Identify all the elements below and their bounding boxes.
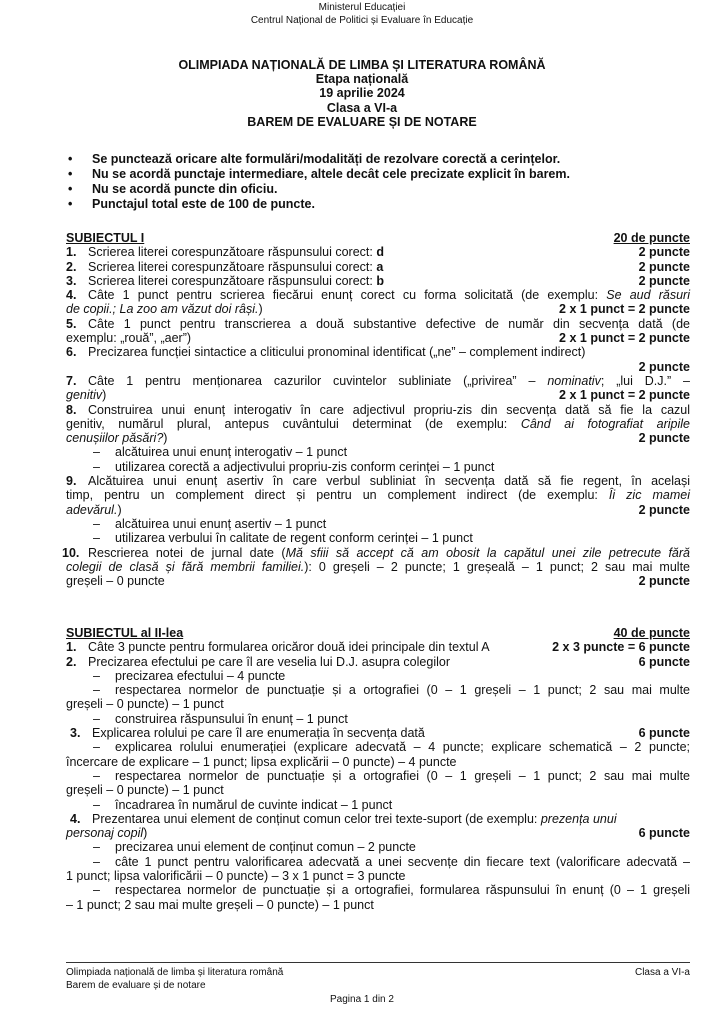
section-title: SUBIECTUL al II-lea <box>66 626 184 640</box>
line-text <box>66 460 690 474</box>
text-segment: nominativ <box>547 373 601 388</box>
section-subject-1 <box>62 231 690 589</box>
line-text <box>66 345 690 359</box>
dash-bullet: – <box>93 668 100 683</box>
line-text <box>66 640 544 654</box>
text-segment: greșeli – 0 puncte) – 1 punct <box>66 783 224 798</box>
points-score: 2 x 1 punct = 2 puncte <box>559 388 690 403</box>
text-segment: alcătuirea unui enunț asertiv – 1 punct <box>115 516 327 531</box>
line-text <box>66 898 690 912</box>
continuation-line <box>66 826 690 840</box>
text-segment: greșeli – 0 puncte <box>66 574 165 589</box>
item-number: 2. <box>66 259 77 274</box>
line-text <box>66 331 551 345</box>
item-number: 3. <box>70 726 81 741</box>
page-number: Pagina 1 din 2 <box>330 994 394 1005</box>
text-segment: ; „lui D.J.” – <box>600 373 690 388</box>
text-segment: Precizarea funcției sintactice a cliticului pronominal identificat („ne” – complement indirect) <box>88 345 586 360</box>
line-text <box>66 812 690 826</box>
text-segment: 1 punct; lipsa valorificării – 0 puncte) – 3 x 1 punct = 3 puncte <box>66 869 406 884</box>
dash-bullet: – <box>93 516 100 531</box>
document-title-block <box>0 58 724 129</box>
continuation-line <box>66 697 690 711</box>
text-segment: genitiv <box>66 388 103 403</box>
points-score: 2 puncte <box>638 259 690 274</box>
text-segment: personaj copil <box>66 826 144 841</box>
text-segment: ) <box>258 302 263 317</box>
text-segment: Se aud răsuri <box>606 288 690 303</box>
text-segment: utilizarea corectă a adjectivului propriu-zis conform cerinței – 1 punct <box>115 459 495 474</box>
continuation-line <box>66 417 690 431</box>
line-text <box>66 769 690 783</box>
rule-item: • Se punctează oricare alte formulări/modalități de rezolvare corectă a cerințelor. <box>66 152 686 167</box>
dash-bullet: – <box>93 445 100 460</box>
continuation-line <box>66 560 690 574</box>
text-segment: câte 1 punct pentru valorificarea adecvată a unei secvențe din fiecare text (valorificare adecvată – <box>115 854 690 869</box>
continuation-line <box>66 488 690 502</box>
text-segment: precizarea unui element de conținut comun – 2 puncte <box>115 840 416 855</box>
text-segment: ) <box>163 431 168 446</box>
criterion-line <box>66 403 690 417</box>
text-segment: precizarea efectului – 4 puncte <box>115 668 286 683</box>
text-segment: cenușiilor păsări? <box>66 431 164 446</box>
text-segment: utilizarea verbului în calitate de regent conform cerinței – 1 punct <box>115 531 473 546</box>
line-text <box>66 826 631 840</box>
line-text <box>66 317 690 331</box>
line-text <box>66 755 690 769</box>
points-score: 2 puncte <box>638 359 690 374</box>
line-text <box>66 798 690 812</box>
line-text <box>66 669 690 683</box>
text-segment: explicarea rolului enumerației (explicare adecvată – 4 puncte; explicare schematică – 2 puncte; <box>115 740 690 755</box>
line-text <box>66 245 631 259</box>
text-segment: Câte 1 punct pentru scrierea fiecărui enunț corect cu forma solicitată (de exemplu: <box>88 288 607 303</box>
criterion-line <box>66 245 690 259</box>
text-segment: Scrierea literei corespunzătoare răspunsului corect: <box>88 259 377 274</box>
text-segment: Precizarea efectului pe care îl are veselia lui D.J. asupra colegilor <box>88 654 450 669</box>
dash-bullet: – <box>93 797 100 812</box>
text-segment: Câte 3 puncte pentru formularea oricăror două idei principale din textul A <box>88 640 490 655</box>
stage: Etapa națională <box>315 72 409 87</box>
footer-olympiad: Olimpiada națională de limba și literatura română <box>66 967 284 978</box>
line-text <box>66 302 551 316</box>
sub-criterion-line <box>66 445 690 459</box>
continuation-line <box>66 431 690 445</box>
line-text <box>66 431 631 445</box>
text-segment: prezența unui <box>540 811 617 826</box>
criterion-line <box>66 474 690 488</box>
item-number: 1. <box>66 640 77 655</box>
text-segment: Rescrierea notei de jurnal date ( <box>88 545 286 560</box>
item-number: 8. <box>66 402 77 417</box>
text-segment: respectarea normelor de punctuație și a ortografiei, formularea răspunsului în enunț (0 – 1 greșeli <box>115 883 690 898</box>
date: 19 aprilie 2024 <box>319 86 405 101</box>
line-text <box>66 697 690 711</box>
line-text <box>66 260 631 274</box>
text-segment: Construirea unui enunț interogativ în care adjectivul propriu-zis din secvența dată să fie la cazul <box>88 402 690 417</box>
dash-bullet: – <box>93 531 100 546</box>
continuation-line <box>66 755 690 769</box>
points-score: 6 puncte <box>638 726 690 741</box>
line-text <box>66 740 690 754</box>
line-text <box>66 855 690 869</box>
points-score: 2 puncte <box>638 245 690 260</box>
section-points: 40 de puncte <box>613 626 690 640</box>
line-text <box>66 869 690 883</box>
points-score: 2 puncte <box>638 502 690 517</box>
text-segment: încercare de explicare – 1 punct; lipsa explicării – 0 puncte) – 4 puncte <box>66 754 457 769</box>
continuation-line <box>66 302 690 316</box>
section-title: SUBIECTUL I <box>66 231 145 245</box>
sub-criterion-line <box>66 769 690 783</box>
text-segment: Scrierea literei corespunzătoare răspunsului corect: <box>88 245 377 260</box>
sub-criterion-line <box>66 712 690 726</box>
footer-grade: Clasa a VI-a <box>634 967 690 978</box>
text-segment: Prezentarea unui element de conținut comun celor trei texte-suport (de exemplu: <box>92 811 541 826</box>
text-segment: ) <box>117 502 122 517</box>
olympiad-title: OLIMPIADA NAȚIONALĂ DE LIMBA ȘI LITERATURA ROMÂNĂ <box>178 58 546 72</box>
criterion-line <box>66 317 690 331</box>
criterion-line <box>62 545 690 560</box>
section-lines <box>62 245 690 589</box>
line-text <box>66 655 631 669</box>
item-number: 4. <box>70 811 81 826</box>
text-segment: Îi zic mamei <box>608 488 690 503</box>
dash-bullet: – <box>93 854 100 869</box>
line-text <box>66 403 690 417</box>
criterion-line <box>66 655 690 669</box>
ministry-name: Ministerul Educației <box>318 2 406 13</box>
sub-criterion-line <box>66 883 690 897</box>
line-text <box>66 560 690 574</box>
continuation-line <box>66 898 690 912</box>
text-segment: respectarea normelor de punctuație și a ortografiei (0 – 1 greșeli – 1 punct; 2 sau mai multe <box>115 683 690 698</box>
item-number: 6. <box>66 345 77 360</box>
sub-criterion-line <box>66 531 690 545</box>
sub-criterion-line <box>66 517 690 531</box>
text-segment: construirea răspunsului în enunț – 1 punct <box>115 711 348 726</box>
line-text <box>66 517 690 531</box>
line-text <box>66 474 690 488</box>
text-segment: a <box>376 259 384 274</box>
line-text <box>66 783 690 797</box>
criterion-line <box>66 345 690 359</box>
text-segment: alcătuirea unui enunț interogativ – 1 punct <box>115 445 348 460</box>
points-score: 2 x 1 punct = 2 puncte <box>559 302 690 317</box>
general-rules-list <box>66 152 686 212</box>
text-segment: Câte 1 pentru menționarea cazurilor cuvintelor subliniate („privirea” – <box>88 373 548 388</box>
sub-criterion-line <box>66 683 690 697</box>
item-number: 3. <box>66 273 77 288</box>
footer-scheme: Barem de evaluare și de notare <box>66 980 206 991</box>
section-points: 20 de puncte <box>613 231 690 245</box>
text-segment: ): 0 greșeli – 2 puncte; 1 greșeală – 1 punct; 2 sau mai multe <box>304 559 690 574</box>
continuation-line <box>66 574 690 588</box>
text-segment: timp, pentru un complement direct și pentru un complement indirect (de exemplu: <box>66 488 609 503</box>
points-score: 2 puncte <box>638 273 690 288</box>
line-text <box>66 726 631 740</box>
continuation-line <box>66 388 690 402</box>
item-number: 2. <box>66 654 77 669</box>
criterion-line <box>66 288 690 302</box>
sub-criterion-line <box>66 840 690 854</box>
text-segment: de copii.; La zoo am văzut doi râși. <box>66 302 259 317</box>
line-text <box>66 445 690 459</box>
dash-bullet: – <box>93 840 100 855</box>
document-footer <box>66 966 690 992</box>
line-text <box>62 545 690 560</box>
points-score: 2 puncte <box>638 574 690 589</box>
line-text <box>66 840 690 854</box>
footer-divider <box>66 962 690 963</box>
sub-criterion-line <box>66 798 690 812</box>
item-number: 9. <box>66 474 77 489</box>
text-segment: greșeli – 0 puncte) – 1 punct <box>66 697 224 712</box>
criterion-line <box>66 260 690 274</box>
points-score: 2 x 3 puncte = 6 puncte <box>552 640 690 655</box>
line-text <box>66 531 690 545</box>
item-number: 1. <box>66 245 77 260</box>
continuation-line <box>66 869 690 883</box>
criterion-line <box>66 640 690 654</box>
text-segment: Câte 1 punct pentru transcrierea a două substantive defective de număr din secvența dată (de <box>88 316 690 331</box>
document-header <box>0 1 724 27</box>
sub-criterion-line <box>66 460 690 474</box>
text-segment: – 1 punct; 2 sau mai multe greșeli – 0 puncte) – 1 punct <box>66 897 374 912</box>
item-number: 10. <box>62 545 80 560</box>
criterion-line <box>66 812 690 826</box>
text-segment: ) <box>102 388 107 403</box>
item-number: 5. <box>66 316 77 331</box>
criterion-line <box>66 274 690 288</box>
points-score: 2 x 1 punct = 2 puncte <box>559 331 690 346</box>
criterion-line <box>66 374 690 388</box>
text-segment: Mă sfiii să accept că am obosit la capătul unei zile petrecute fără <box>285 545 690 560</box>
dash-bullet: – <box>93 711 100 726</box>
line-text <box>66 388 551 402</box>
text-segment: d <box>376 245 384 260</box>
points-score: 6 puncte <box>638 826 690 841</box>
line-text <box>66 712 690 726</box>
points-score: 2 puncte <box>638 431 690 446</box>
rule-item: • Nu se acordă puncte din oficiu. <box>66 182 686 197</box>
criterion-line <box>66 726 690 740</box>
item-number: 4. <box>66 288 77 303</box>
text-segment: exemplu: „rouă”, „aer”) <box>66 331 192 346</box>
text-segment: încadrarea în numărul de cuvinte indicat – 1 punct <box>115 797 393 812</box>
rule-item: • Nu se acordă punctaje intermediare, altele decât cele precizate explicit în barem. <box>66 167 686 182</box>
continuation-line <box>66 783 690 797</box>
sub-criterion-line <box>66 740 690 754</box>
sub-criterion-line <box>66 669 690 683</box>
section-subject-2 <box>66 626 690 912</box>
text-segment: ) <box>143 826 148 841</box>
line-text <box>66 883 690 897</box>
sub-criterion-line <box>66 855 690 869</box>
line-text <box>66 488 690 502</box>
section-lines <box>66 640 690 912</box>
line-text <box>66 574 631 588</box>
points-score: 6 puncte <box>638 654 690 669</box>
section-heading <box>66 231 690 245</box>
item-number: 7. <box>66 373 77 388</box>
text-segment: colegii de clasă și fără membrii familiei. <box>66 559 305 574</box>
continuation-line <box>66 331 690 345</box>
text-segment: adevărul. <box>66 502 118 517</box>
grade: Clasa a VI-a <box>326 100 398 115</box>
text-segment: Alcătuirea unui enunț asertiv în care verbul subliniat în secvența dată să fie regent, în același <box>88 474 690 489</box>
rule-item: • Punctajul total este de 100 de puncte. <box>66 197 686 212</box>
line-text <box>66 274 631 288</box>
dash-bullet: – <box>93 883 100 898</box>
section-heading <box>66 626 690 640</box>
continuation-line <box>66 360 690 374</box>
line-text <box>66 417 690 431</box>
text-segment: respectarea normelor de punctuație și a ortografiei (0 – 1 greșeli – 1 punct; 2 sau mai multe <box>115 768 690 783</box>
text-segment: Explicarea rolului pe care îl are enumerația în secvența dată <box>92 726 425 741</box>
dash-bullet: – <box>93 768 100 783</box>
dash-bullet: – <box>93 459 100 474</box>
line-text <box>66 374 690 388</box>
text-segment: genitiv, numărul plural, antepus cuvântului determinat (de exemplu: <box>66 416 521 431</box>
line-text <box>66 288 690 302</box>
line-text <box>66 503 631 517</box>
text-segment: Când ai fotografiat aripile <box>520 416 690 431</box>
center-name: Centrul Național de Politici și Evaluare în Educație <box>250 15 474 26</box>
scheme-title: BAREM DE EVALUARE ȘI DE NOTARE <box>247 114 477 129</box>
dash-bullet: – <box>93 740 100 755</box>
text-segment: Scrierea literei corespunzătoare răspunsului corect: <box>88 273 377 288</box>
line-text <box>66 683 690 697</box>
text-segment: b <box>376 273 384 288</box>
dash-bullet: – <box>93 683 100 698</box>
continuation-line <box>66 503 690 517</box>
